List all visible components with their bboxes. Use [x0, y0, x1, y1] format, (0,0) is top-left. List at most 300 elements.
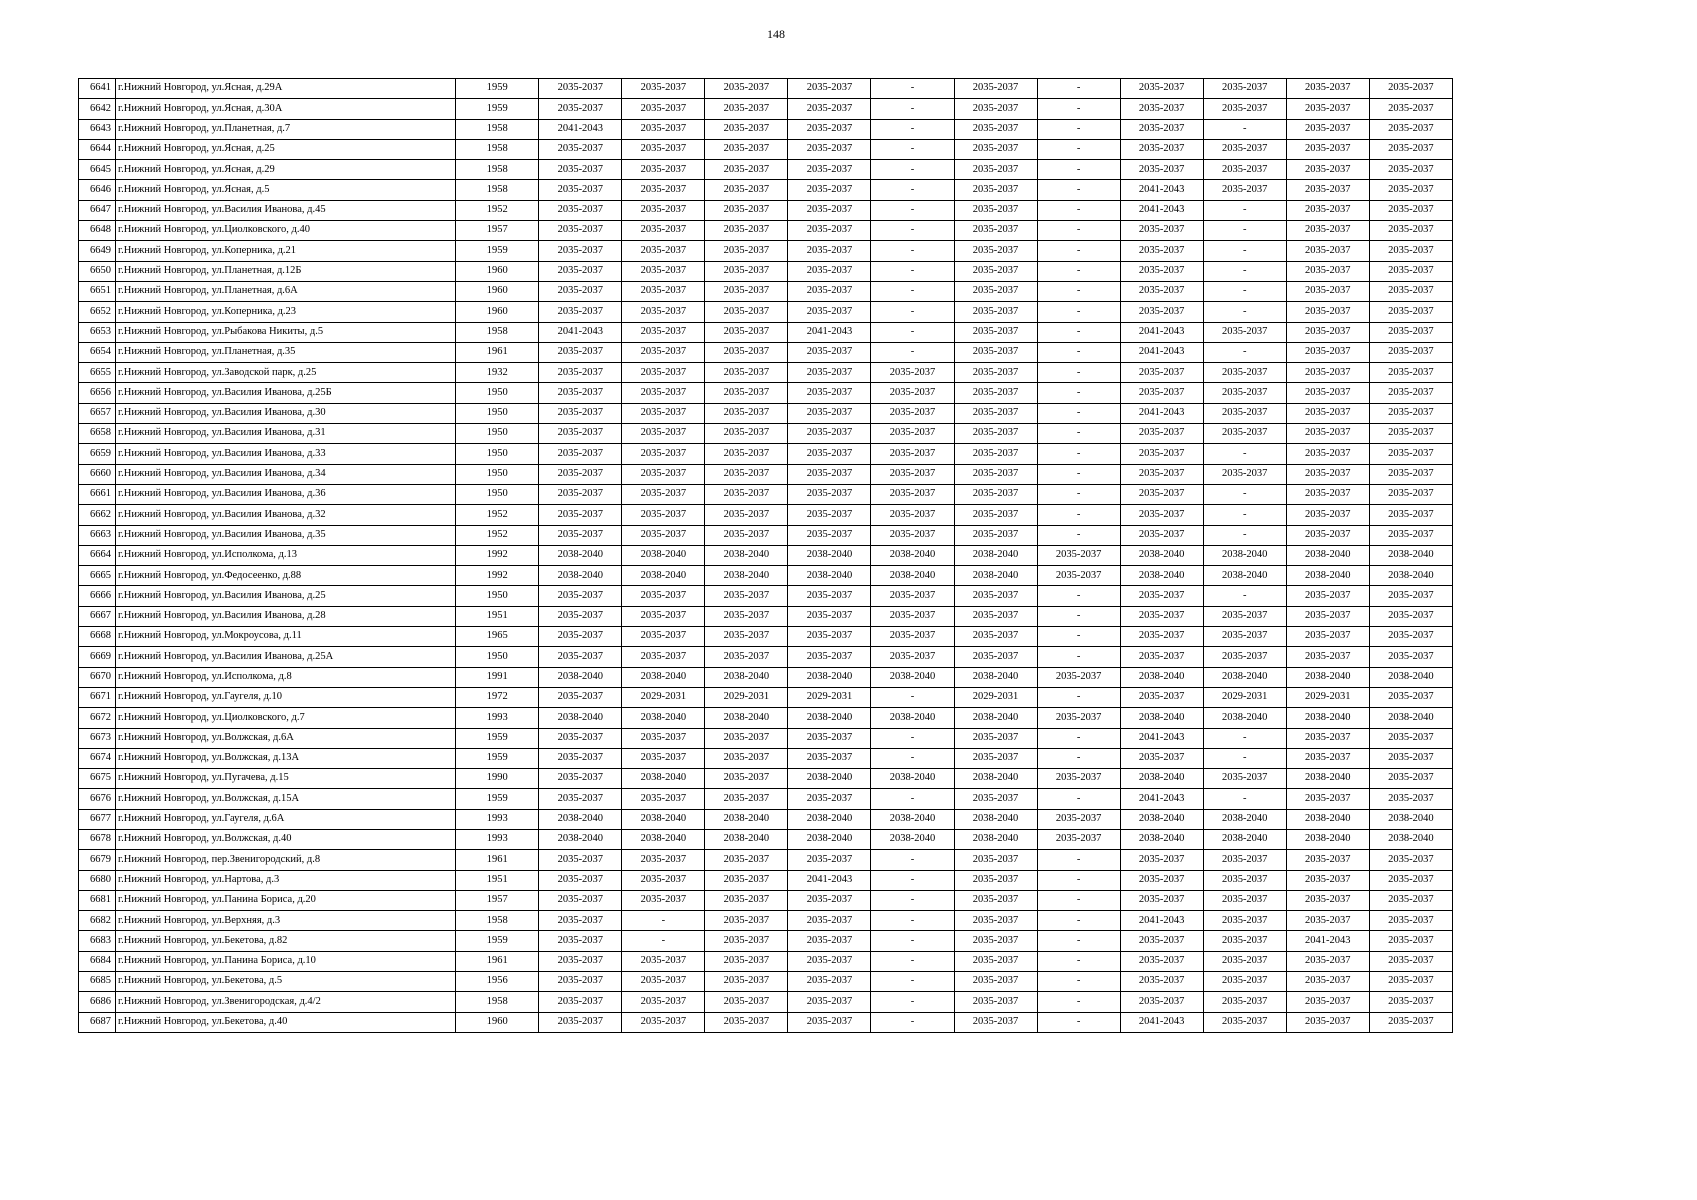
work-period-cell: 2035-2037 [1286, 180, 1369, 200]
work-period-cell: 2035-2037 [954, 1012, 1037, 1032]
work-period-cell: 2035-2037 [871, 586, 954, 606]
address-cell: г.Нижний Новгород, ул.Ясная, д.5 [116, 180, 456, 200]
work-period-cell: 2035-2037 [622, 322, 705, 342]
work-period-cell: 2035-2037 [954, 160, 1037, 180]
work-period-cell: 2035-2037 [1286, 647, 1369, 667]
work-period-cell: - [1037, 139, 1120, 159]
work-period-cell: 2035-2037 [622, 79, 705, 99]
work-period-cell: 2035-2037 [705, 464, 788, 484]
work-period-cell: 2035-2037 [622, 951, 705, 971]
work-period-cell: 2035-2037 [1286, 525, 1369, 545]
work-period-cell: 2035-2037 [539, 850, 622, 870]
work-period-cell: 2041-2043 [1120, 1012, 1203, 1032]
work-period-cell: 2038-2040 [788, 829, 871, 849]
work-period-cell: 2035-2037 [788, 119, 871, 139]
work-period-cell: 2035-2037 [1120, 383, 1203, 403]
work-period-cell: 2035-2037 [539, 383, 622, 403]
work-period-cell: 2035-2037 [539, 424, 622, 444]
work-period-cell: 2035-2037 [539, 728, 622, 748]
row-number-cell: 6646 [79, 180, 116, 200]
work-period-cell: 2035-2037 [871, 403, 954, 423]
address-cell: г.Нижний Новгород, ул.Василия Иванова, д.45 [116, 200, 456, 220]
work-period-cell: 2035-2037 [788, 911, 871, 931]
year-cell: 1952 [456, 505, 539, 525]
work-period-cell: 2035-2037 [1203, 890, 1286, 910]
work-period-cell: 2035-2037 [788, 281, 871, 301]
work-period-cell: 2035-2037 [1286, 890, 1369, 910]
work-period-cell: 2035-2037 [1369, 972, 1452, 992]
work-period-cell: 2035-2037 [622, 281, 705, 301]
year-cell: 1957 [456, 890, 539, 910]
work-period-cell: - [1037, 200, 1120, 220]
table-row [79, 809, 1453, 829]
work-period-cell: 2035-2037 [788, 160, 871, 180]
work-period-cell: 2038-2040 [1120, 566, 1203, 586]
row-number-cell: 6674 [79, 748, 116, 768]
work-period-cell: 2035-2037 [539, 363, 622, 383]
work-period-cell: 2035-2037 [1286, 606, 1369, 626]
work-period-cell: - [1203, 586, 1286, 606]
row-number-cell: 6654 [79, 342, 116, 362]
year-cell: 1959 [456, 79, 539, 99]
row-number-cell: 6668 [79, 627, 116, 647]
work-period-cell: 2035-2037 [1203, 850, 1286, 870]
work-period-cell: - [1203, 728, 1286, 748]
row-number-cell: 6677 [79, 809, 116, 829]
work-period-cell: 2035-2037 [1120, 748, 1203, 768]
address-cell: г.Нижний Новгород, ул.Василия Иванова, д.33 [116, 444, 456, 464]
work-period-cell: - [1037, 931, 1120, 951]
work-period-cell: 2035-2037 [954, 363, 1037, 383]
work-period-cell: 2038-2040 [1203, 667, 1286, 687]
row-number-cell: 6669 [79, 647, 116, 667]
row-number-cell: 6673 [79, 728, 116, 748]
work-period-cell: 2035-2037 [1120, 363, 1203, 383]
work-period-cell: - [622, 931, 705, 951]
row-number-cell: 6659 [79, 444, 116, 464]
work-period-cell: 2038-2040 [871, 708, 954, 728]
work-period-cell: 2035-2037 [1369, 647, 1452, 667]
work-period-cell: - [1203, 444, 1286, 464]
address-cell: г.Нижний Новгород, ул.Верхняя, д.3 [116, 911, 456, 931]
work-period-cell: 2035-2037 [705, 911, 788, 931]
year-cell: 1960 [456, 281, 539, 301]
work-period-cell: 2035-2037 [539, 484, 622, 504]
row-number-cell: 6670 [79, 667, 116, 687]
work-period-cell: 2035-2037 [954, 79, 1037, 99]
work-period-cell: - [871, 180, 954, 200]
work-period-cell: 2038-2040 [1203, 566, 1286, 586]
work-period-cell: 2035-2037 [705, 180, 788, 200]
table-row [79, 566, 1453, 586]
table-row [79, 484, 1453, 504]
work-period-cell: 2035-2037 [1120, 139, 1203, 159]
work-period-cell: 2035-2037 [1203, 322, 1286, 342]
address-cell: г.Нижний Новгород, ул.Гаугеля, д.10 [116, 687, 456, 707]
work-period-cell: 2038-2040 [1286, 829, 1369, 849]
work-period-cell: 2035-2037 [622, 363, 705, 383]
work-period-cell: - [1037, 363, 1120, 383]
table-row [79, 383, 1453, 403]
work-period-cell: 2035-2037 [1369, 870, 1452, 890]
year-cell: 1950 [456, 586, 539, 606]
work-period-cell: 2035-2037 [705, 890, 788, 910]
work-period-cell: 2035-2037 [539, 464, 622, 484]
table-row [79, 890, 1453, 910]
work-period-cell: 2035-2037 [1369, 931, 1452, 951]
work-period-cell: - [1037, 342, 1120, 362]
work-period-cell: 2041-2043 [1120, 342, 1203, 362]
address-cell: г.Нижний Новгород, ул.Коперника, д.23 [116, 302, 456, 322]
address-cell: г.Нижний Новгород, ул.Василия Иванова, д.25А [116, 647, 456, 667]
work-period-cell: 2035-2037 [1120, 281, 1203, 301]
row-number-cell: 6687 [79, 1012, 116, 1032]
year-cell: 1950 [456, 464, 539, 484]
work-period-cell: 2035-2037 [1369, 1012, 1452, 1032]
work-period-cell: 2035-2037 [788, 484, 871, 504]
work-period-cell: 2035-2037 [1203, 647, 1286, 667]
address-cell: г.Нижний Новгород, ул.Бекетова, д.40 [116, 1012, 456, 1032]
year-cell: 1960 [456, 302, 539, 322]
row-number-cell: 6653 [79, 322, 116, 342]
row-number-cell: 6647 [79, 200, 116, 220]
work-period-cell: 2035-2037 [1286, 911, 1369, 931]
work-period-cell: 2029-2031 [622, 687, 705, 707]
work-period-cell: 2038-2040 [1203, 809, 1286, 829]
work-period-cell: - [871, 79, 954, 99]
work-period-cell: 2035-2037 [1120, 687, 1203, 707]
work-period-cell: 2035-2037 [622, 180, 705, 200]
work-period-cell: 2035-2037 [954, 890, 1037, 910]
work-period-cell: 2035-2037 [1120, 302, 1203, 322]
work-period-cell: 2035-2037 [788, 139, 871, 159]
work-period-cell: 2035-2037 [622, 748, 705, 768]
work-period-cell: 2035-2037 [705, 221, 788, 241]
work-period-cell: 2035-2037 [954, 403, 1037, 423]
year-cell: 1957 [456, 221, 539, 241]
address-cell: г.Нижний Новгород, ул.Василия Иванова, д.34 [116, 464, 456, 484]
work-period-cell: 2035-2037 [622, 99, 705, 119]
work-period-cell: 2035-2037 [622, 484, 705, 504]
work-period-cell: - [1037, 627, 1120, 647]
address-cell: г.Нижний Новгород, ул.Василия Иванова, д.30 [116, 403, 456, 423]
work-period-cell: - [1037, 322, 1120, 342]
register-table [78, 78, 1453, 1033]
work-period-cell: 2038-2040 [1369, 829, 1452, 849]
address-cell: г.Нижний Новгород, ул.Василия Иванова, д.28 [116, 606, 456, 626]
work-period-cell: 2035-2037 [622, 241, 705, 261]
work-period-cell: 2035-2037 [622, 890, 705, 910]
work-period-cell: 2035-2037 [1120, 119, 1203, 139]
row-number-cell: 6651 [79, 281, 116, 301]
address-cell: г.Нижний Новгород, ул.Звенигородская, д.4/2 [116, 992, 456, 1012]
work-period-cell: 2038-2040 [1120, 667, 1203, 687]
work-period-cell: - [871, 241, 954, 261]
work-period-cell: 2035-2037 [539, 647, 622, 667]
work-period-cell: 2035-2037 [954, 464, 1037, 484]
work-period-cell: 2035-2037 [622, 424, 705, 444]
work-period-cell: 2035-2037 [705, 484, 788, 504]
row-number-cell: 6656 [79, 383, 116, 403]
row-number-cell: 6684 [79, 951, 116, 971]
work-period-cell: 2035-2037 [539, 221, 622, 241]
work-period-cell: 2035-2037 [1286, 992, 1369, 1012]
table-row [79, 363, 1453, 383]
work-period-cell: 2029-2031 [954, 687, 1037, 707]
table-row [79, 160, 1453, 180]
work-period-cell: 2035-2037 [871, 383, 954, 403]
work-period-cell: 2035-2037 [954, 505, 1037, 525]
work-period-cell: 2035-2037 [1369, 444, 1452, 464]
year-cell: 1961 [456, 342, 539, 362]
work-period-cell: 2035-2037 [705, 342, 788, 362]
work-period-cell: 2035-2037 [622, 160, 705, 180]
year-cell: 1961 [456, 850, 539, 870]
table-row [79, 992, 1453, 1012]
work-period-cell: 2038-2040 [871, 809, 954, 829]
work-period-cell: - [1037, 911, 1120, 931]
work-period-cell: 2035-2037 [1120, 992, 1203, 1012]
work-period-cell: 2038-2040 [539, 545, 622, 565]
work-period-cell: 2035-2037 [705, 525, 788, 545]
work-period-cell: 2035-2037 [788, 79, 871, 99]
work-period-cell: 2035-2037 [1369, 951, 1452, 971]
work-period-cell: 2038-2040 [705, 809, 788, 829]
work-period-cell: 2035-2037 [705, 99, 788, 119]
work-period-cell: 2035-2037 [1286, 363, 1369, 383]
work-period-cell: 2035-2037 [788, 1012, 871, 1032]
work-period-cell: - [1037, 444, 1120, 464]
work-period-cell: 2035-2037 [1286, 586, 1369, 606]
work-period-cell: 2035-2037 [1369, 505, 1452, 525]
row-number-cell: 6667 [79, 606, 116, 626]
address-cell: г.Нижний Новгород, ул.Панина Бориса, д.20 [116, 890, 456, 910]
work-period-cell: 2038-2040 [1286, 769, 1369, 789]
work-period-cell: 2035-2037 [705, 870, 788, 890]
work-period-cell: 2041-2043 [1120, 403, 1203, 423]
work-period-cell: 2038-2040 [705, 829, 788, 849]
work-period-cell: - [1037, 424, 1120, 444]
work-period-cell: 2035-2037 [539, 992, 622, 1012]
work-period-cell: 2035-2037 [622, 383, 705, 403]
work-period-cell: 2035-2037 [1120, 647, 1203, 667]
work-period-cell: 2035-2037 [788, 424, 871, 444]
work-period-cell: - [871, 160, 954, 180]
work-period-cell: 2035-2037 [1203, 627, 1286, 647]
work-period-cell: 2035-2037 [539, 951, 622, 971]
row-number-cell: 6666 [79, 586, 116, 606]
work-period-cell: 2035-2037 [705, 1012, 788, 1032]
work-period-cell: 2035-2037 [705, 302, 788, 322]
work-period-cell: 2035-2037 [954, 972, 1037, 992]
work-period-cell: 2035-2037 [705, 139, 788, 159]
work-period-cell: 2035-2037 [622, 221, 705, 241]
work-period-cell: - [1203, 261, 1286, 281]
work-period-cell: - [1037, 728, 1120, 748]
work-period-cell: 2035-2037 [1286, 505, 1369, 525]
work-period-cell: 2035-2037 [871, 444, 954, 464]
work-period-cell: 2038-2040 [1203, 708, 1286, 728]
work-period-cell: - [871, 119, 954, 139]
work-period-cell: 2035-2037 [539, 99, 622, 119]
address-cell: г.Нижний Новгород, ул.Планетная, д.35 [116, 342, 456, 362]
work-period-cell: 2035-2037 [1369, 586, 1452, 606]
work-period-cell: 2035-2037 [1203, 139, 1286, 159]
year-cell: 1960 [456, 261, 539, 281]
work-period-cell: 2035-2037 [1286, 627, 1369, 647]
work-period-cell: 2035-2037 [954, 911, 1037, 931]
year-cell: 1950 [456, 403, 539, 423]
work-period-cell: 2035-2037 [1369, 200, 1452, 220]
work-period-cell: - [871, 931, 954, 951]
work-period-cell: 2035-2037 [1120, 261, 1203, 281]
work-period-cell: - [1203, 789, 1286, 809]
work-period-cell: 2035-2037 [622, 728, 705, 748]
work-period-cell: 2038-2040 [954, 566, 1037, 586]
work-period-cell: 2035-2037 [788, 525, 871, 545]
work-period-cell: - [1037, 890, 1120, 910]
work-period-cell: 2035-2037 [1369, 221, 1452, 241]
work-period-cell: 2035-2037 [1120, 160, 1203, 180]
address-cell: г.Нижний Новгород, пер.Звенигородский, д.8 [116, 850, 456, 870]
year-cell: 1993 [456, 708, 539, 728]
work-period-cell: 2035-2037 [1120, 972, 1203, 992]
table-row [79, 951, 1453, 971]
work-period-cell: 2035-2037 [705, 728, 788, 748]
work-period-cell: 2035-2037 [1286, 403, 1369, 423]
work-period-cell: 2035-2037 [539, 911, 622, 931]
row-number-cell: 6658 [79, 424, 116, 444]
row-number-cell: 6663 [79, 525, 116, 545]
work-period-cell: 2035-2037 [1203, 769, 1286, 789]
work-period-cell: - [1203, 281, 1286, 301]
work-period-cell: 2035-2037 [788, 850, 871, 870]
work-period-cell: 2035-2037 [954, 180, 1037, 200]
row-number-cell: 6660 [79, 464, 116, 484]
work-period-cell: 2035-2037 [1369, 769, 1452, 789]
work-period-cell: 2038-2040 [1286, 708, 1369, 728]
work-period-cell: 2035-2037 [1203, 464, 1286, 484]
work-period-cell: 2035-2037 [1286, 383, 1369, 403]
work-period-cell: 2035-2037 [1369, 789, 1452, 809]
work-period-cell: 2035-2037 [788, 992, 871, 1012]
work-period-cell: 2038-2040 [539, 829, 622, 849]
address-cell: г.Нижний Новгород, ул.Бекетова, д.5 [116, 972, 456, 992]
address-cell: г.Нижний Новгород, ул.Мокроусова, д.11 [116, 627, 456, 647]
address-cell: г.Нижний Новгород, ул.Планетная, д.12Б [116, 261, 456, 281]
work-period-cell: 2035-2037 [1369, 911, 1452, 931]
work-period-cell: 2035-2037 [1369, 363, 1452, 383]
table-row [79, 647, 1453, 667]
work-period-cell: - [1203, 342, 1286, 362]
work-period-cell: - [1037, 484, 1120, 504]
work-period-cell: 2035-2037 [622, 403, 705, 423]
work-period-cell: 2035-2037 [788, 221, 871, 241]
work-period-cell: 2038-2040 [539, 566, 622, 586]
row-number-cell: 6678 [79, 829, 116, 849]
work-period-cell: 2035-2037 [705, 363, 788, 383]
work-period-cell: 2035-2037 [954, 383, 1037, 403]
work-period-cell: 2035-2037 [1120, 870, 1203, 890]
table-row [79, 769, 1453, 789]
work-period-cell: 2035-2037 [871, 464, 954, 484]
work-period-cell: 2038-2040 [788, 545, 871, 565]
address-cell: г.Нижний Новгород, ул.Исполкома, д.8 [116, 667, 456, 687]
work-period-cell: 2035-2037 [705, 748, 788, 768]
work-period-cell: 2035-2037 [1369, 627, 1452, 647]
work-period-cell: 2035-2037 [1369, 281, 1452, 301]
work-period-cell: - [871, 972, 954, 992]
year-cell: 1993 [456, 829, 539, 849]
year-cell: 1972 [456, 687, 539, 707]
work-period-cell: 2035-2037 [1203, 1012, 1286, 1032]
year-cell: 1991 [456, 667, 539, 687]
work-period-cell: 2038-2040 [1120, 545, 1203, 565]
table-row [79, 241, 1453, 261]
address-cell: г.Нижний Новгород, ул.Волжская, д.40 [116, 829, 456, 849]
work-period-cell: 2035-2037 [954, 850, 1037, 870]
address-cell: г.Нижний Новгород, ул.Нартова, д.3 [116, 870, 456, 890]
row-number-cell: 6686 [79, 992, 116, 1012]
year-cell: 1961 [456, 951, 539, 971]
work-period-cell: 2038-2040 [1203, 829, 1286, 849]
work-period-cell: 2035-2037 [954, 647, 1037, 667]
work-period-cell: 2035-2037 [539, 748, 622, 768]
work-period-cell: 2035-2037 [622, 139, 705, 159]
table-row [79, 119, 1453, 139]
work-period-cell: 2035-2037 [705, 769, 788, 789]
work-period-cell: 2038-2040 [1120, 769, 1203, 789]
work-period-cell: 2038-2040 [954, 809, 1037, 829]
work-period-cell: 2035-2037 [1369, 383, 1452, 403]
work-period-cell: 2035-2037 [1369, 302, 1452, 322]
work-period-cell: 2038-2040 [1369, 809, 1452, 829]
work-period-cell: 2035-2037 [705, 627, 788, 647]
work-period-cell: 2038-2040 [1286, 566, 1369, 586]
work-period-cell: 2035-2037 [622, 992, 705, 1012]
work-period-cell: - [1037, 180, 1120, 200]
work-period-cell: 2038-2040 [622, 809, 705, 829]
work-period-cell: 2035-2037 [954, 586, 1037, 606]
work-period-cell: 2035-2037 [622, 1012, 705, 1032]
work-period-cell: 2041-2043 [788, 870, 871, 890]
address-cell: г.Нижний Новгород, ул.Ясная, д.29 [116, 160, 456, 180]
work-period-cell: 2035-2037 [539, 139, 622, 159]
work-period-cell: 2035-2037 [1120, 99, 1203, 119]
work-period-cell: 2038-2040 [1369, 708, 1452, 728]
work-period-cell: - [1037, 383, 1120, 403]
year-cell: 1958 [456, 119, 539, 139]
year-cell: 1993 [456, 809, 539, 829]
work-period-cell: 2035-2037 [788, 363, 871, 383]
work-period-cell: 2035-2037 [871, 627, 954, 647]
work-period-cell: 2035-2037 [539, 180, 622, 200]
work-period-cell: 2035-2037 [1120, 464, 1203, 484]
work-period-cell: 2035-2037 [705, 931, 788, 951]
work-period-cell: 2035-2037 [622, 505, 705, 525]
work-period-cell: 2029-2031 [1203, 687, 1286, 707]
work-period-cell: 2035-2037 [788, 464, 871, 484]
row-number-cell: 6665 [79, 566, 116, 586]
address-cell: г.Нижний Новгород, ул.Василия Иванова, д.35 [116, 525, 456, 545]
year-cell: 1992 [456, 545, 539, 565]
work-period-cell: 2035-2037 [1286, 281, 1369, 301]
work-period-cell: 2035-2037 [788, 931, 871, 951]
work-period-cell: 2035-2037 [705, 992, 788, 1012]
year-cell: 1959 [456, 931, 539, 951]
work-period-cell: 2035-2037 [954, 748, 1037, 768]
work-period-cell: 2035-2037 [1286, 1012, 1369, 1032]
